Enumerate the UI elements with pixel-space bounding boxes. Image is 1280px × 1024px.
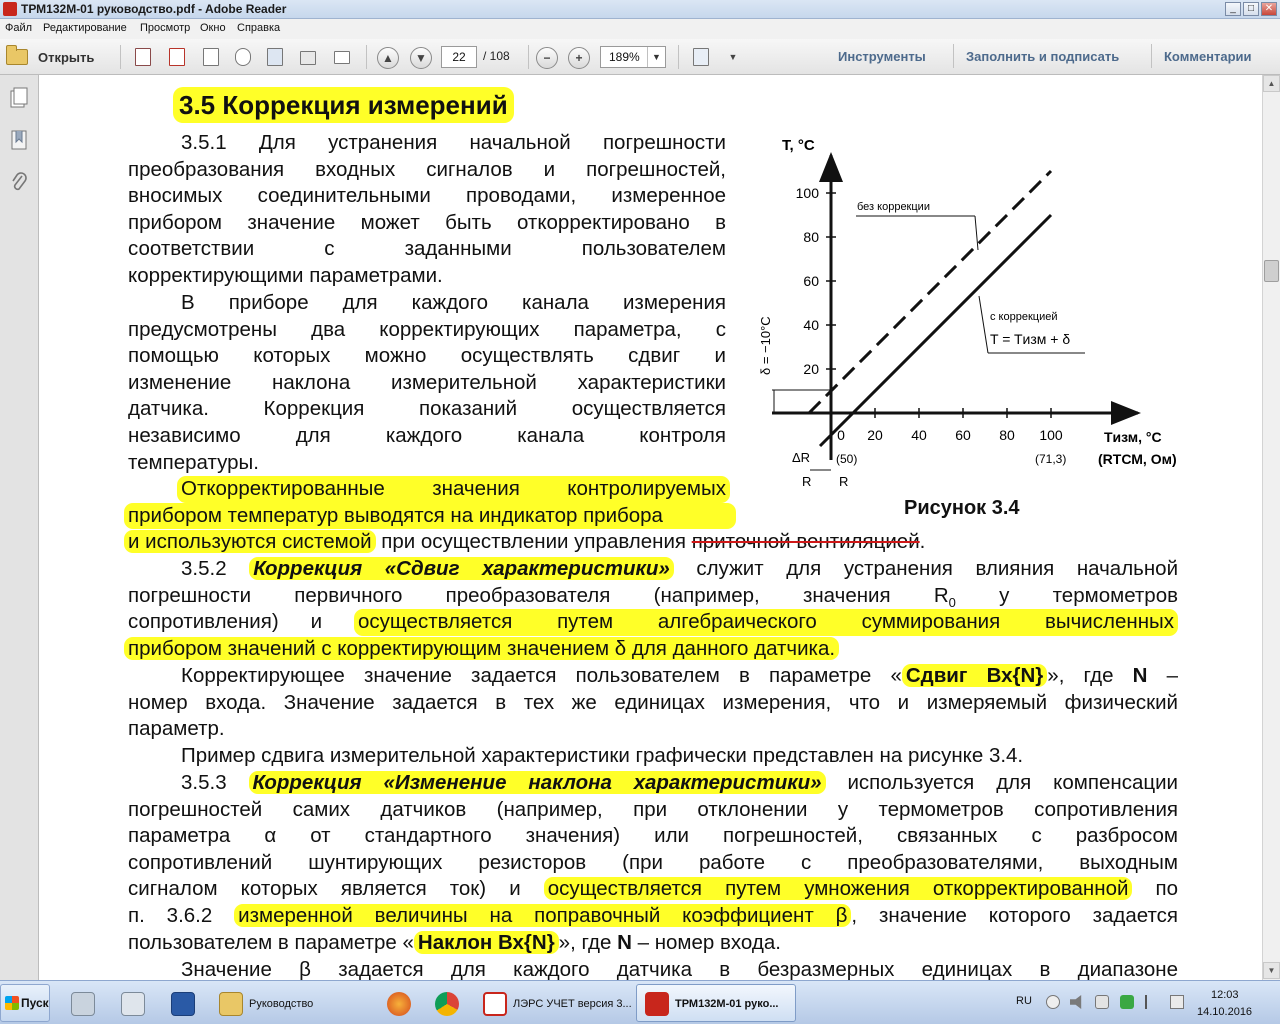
paragraph-3-5-1 bbox=[128, 130, 726, 290]
taskbar-label: ТРМ132М-01 руко... bbox=[675, 998, 779, 1010]
text-line: помощью которых можно осуществлять сдвиг и bbox=[128, 344, 726, 368]
minimize-button[interactable]: _ bbox=[1225, 2, 1241, 16]
highlight: прибором температур выводятся на индикатор прибора bbox=[124, 503, 736, 530]
text-line: параметра α от стандартного значения) или погрешностей, связанных с разбросом bbox=[128, 824, 1178, 848]
adobe-reader-icon bbox=[3, 2, 17, 16]
x-tick-label: 60 bbox=[955, 427, 971, 443]
prev-page-button[interactable]: ▲ bbox=[377, 47, 399, 69]
text-span: – bbox=[1147, 664, 1178, 687]
page-thumbnails-icon[interactable] bbox=[9, 87, 29, 109]
section-title-highlight: Коррекция «Изменение наклона характеристики» bbox=[249, 771, 826, 794]
pdf-icon bbox=[645, 992, 669, 1016]
text-line: прибором значение может быть откорректировано в bbox=[128, 210, 726, 234]
network-icon[interactable] bbox=[1095, 995, 1109, 1009]
vertical-scrollbar[interactable] bbox=[1262, 75, 1280, 980]
folder-open-icon bbox=[6, 49, 28, 65]
text-line: параметр. bbox=[128, 717, 225, 741]
x-axis-label: Tизм, °C bbox=[1104, 429, 1162, 445]
text-span: сопротивления) и bbox=[128, 610, 354, 634]
series-line-no-correction bbox=[809, 171, 1051, 413]
text-span: служит для устранения влияния начальной bbox=[673, 557, 1179, 580]
page-number-input[interactable]: 22 bbox=[441, 46, 477, 68]
section-heading: 3.5 Коррекция измерений bbox=[173, 87, 514, 123]
menu-edit[interactable]: Редактирование bbox=[43, 22, 127, 34]
paragraph-3-5-3 bbox=[128, 770, 1178, 956]
delta-r-label: ΔR bbox=[792, 450, 811, 465]
y-tick-label: 100 bbox=[795, 185, 819, 201]
y-tick-label: 60 bbox=[803, 273, 819, 289]
maximize-button[interactable]: □ bbox=[1243, 2, 1259, 16]
taskbar bbox=[0, 980, 1280, 1024]
text-span: Корректирующее значение задается пользователем в параметре « bbox=[181, 664, 902, 687]
email-icon[interactable] bbox=[331, 47, 353, 67]
y-tick-label: 40 bbox=[803, 317, 819, 333]
document-page bbox=[40, 75, 1262, 980]
comments-button[interactable]: Комментарии bbox=[1164, 49, 1252, 64]
x-tick-label: 20 bbox=[867, 427, 883, 443]
figure-caption: Рисунок 3.4 bbox=[904, 497, 1020, 519]
paragraph-3-5-2 bbox=[128, 556, 1178, 662]
clock-time[interactable]: 12:03 bbox=[1211, 989, 1239, 1001]
taskbar-item-pdf[interactable] bbox=[636, 984, 796, 1022]
lers-icon bbox=[483, 992, 507, 1016]
text-line: сопротивлений шунтирующих резисторов (при работе с преобразователями, выходным bbox=[128, 850, 1178, 874]
text-span: », где bbox=[558, 930, 618, 954]
page-total: / 108 bbox=[483, 49, 510, 63]
text-line: корректирующими параметрами. bbox=[128, 263, 443, 287]
paragraph-example bbox=[128, 743, 1178, 770]
text-line: преобразования входных сигналов и погрешностей, bbox=[128, 157, 726, 181]
taskbar-item-lers[interactable] bbox=[474, 984, 632, 1022]
text-span: , значение которого задается bbox=[851, 903, 1178, 927]
x-note-50: (50) bbox=[836, 452, 858, 466]
scroll-thumb[interactable] bbox=[1264, 260, 1279, 282]
language-indicator[interactable]: RU bbox=[1016, 995, 1032, 1007]
text-line: В приборе для каждого канала измерения bbox=[181, 291, 726, 314]
text-line: датчика. Коррекция показаний осуществляется bbox=[128, 397, 726, 421]
cloud-icon[interactable] bbox=[1046, 995, 1060, 1009]
label-correction: с коррекцией bbox=[990, 311, 1058, 323]
x-axis-label-2: (RТСМ, Ом) bbox=[1098, 451, 1177, 467]
delta-label: δ = −10°C bbox=[758, 316, 773, 375]
taskbar-pin-calculator[interactable] bbox=[112, 984, 152, 1022]
text-line: номер входа. Значение задается в тех же единицах измерения, что и измеряемый физический bbox=[128, 690, 1178, 714]
y-tick-label: 80 bbox=[803, 229, 819, 245]
paragraph-beta bbox=[128, 957, 1178, 980]
text-span: погрешности первичного преобразователя (например, значения R bbox=[128, 583, 949, 607]
taskbar-label: Руководство bbox=[249, 998, 314, 1010]
text-span: сигналом которых является ток) и bbox=[128, 877, 544, 901]
upload-cloud-icon[interactable] bbox=[232, 47, 254, 67]
param-highlight: Сдвиг Вх{N} bbox=[902, 664, 1047, 687]
x-tick-label: 40 bbox=[911, 427, 927, 443]
zoom-out-button[interactable]: − bbox=[536, 47, 558, 69]
text-line: 3.5.1 Для устранения начальной погрешности bbox=[181, 131, 726, 154]
text-span: пользователем в параметре « bbox=[128, 930, 414, 954]
tools-button[interactable]: Инструменты bbox=[838, 49, 926, 64]
text-line: соответствии с заданными пользователем bbox=[128, 237, 726, 261]
window-title: ТРМ132М-01 руководство.pdf - Adobe Reader bbox=[21, 2, 287, 16]
text-span: », где bbox=[1047, 664, 1133, 687]
chevron-down-icon: ▼ bbox=[647, 47, 665, 67]
taskbar-item-folder[interactable] bbox=[210, 984, 370, 1022]
r-right-label: R bbox=[839, 474, 849, 486]
text-line: температуры. bbox=[128, 450, 259, 474]
text-span: при осуществлении управления bbox=[375, 530, 692, 554]
text-span: используется для компенсации bbox=[825, 771, 1178, 794]
x-note-71: (71,3) bbox=[1035, 452, 1067, 466]
section-title-highlight: Коррекция «Сдвиг характеристики» bbox=[249, 557, 674, 580]
open-button[interactable] bbox=[6, 45, 110, 69]
paragraph-corrected-values bbox=[128, 476, 1178, 556]
title-bar bbox=[0, 0, 1280, 19]
taskbar-label: ЛЭРС УЧЕТ версия 3... bbox=[513, 998, 632, 1010]
print-icon[interactable] bbox=[297, 47, 319, 67]
text-span: у термометров bbox=[955, 583, 1179, 607]
text-span: 3.5.3 bbox=[181, 771, 249, 794]
text-line: Пример сдвига измерительной характеристики графически представлен на рисунке 3.4. bbox=[181, 744, 1024, 767]
text-line: предусмотрены два корректирующих параметра, с bbox=[128, 317, 726, 341]
menu-view[interactable]: Просмотр bbox=[140, 22, 191, 34]
text-line: изменение наклона измерительной характеристики bbox=[128, 370, 726, 394]
next-page-button[interactable]: ▼ bbox=[410, 47, 432, 69]
edit-pdf-icon[interactable] bbox=[200, 47, 222, 67]
scroll-down-icon[interactable]: ▼ bbox=[1263, 962, 1280, 979]
highlight: и используются системой bbox=[124, 530, 376, 553]
taskbar-pin-firefox[interactable] bbox=[378, 984, 418, 1022]
bookmarks-icon[interactable] bbox=[9, 129, 29, 151]
taskbar-pin-chrome[interactable] bbox=[426, 984, 466, 1022]
subscript: 0 bbox=[948, 594, 956, 610]
scroll-up-icon[interactable]: ▲ bbox=[1263, 75, 1280, 92]
text-line: Значение β задается для каждого датчика в безразмерных единицах в диапазоне bbox=[181, 958, 1178, 980]
menu-window[interactable]: Окно bbox=[200, 22, 226, 34]
highlight: Откорректированные значения контролируемых bbox=[177, 476, 730, 503]
zoom-value: 189% bbox=[609, 50, 640, 64]
taskbar-pin-computer[interactable] bbox=[62, 984, 102, 1022]
flag-icon[interactable] bbox=[1145, 995, 1159, 1009]
label-no-correction: без коррекции bbox=[857, 201, 930, 213]
text-span: N bbox=[1132, 664, 1148, 687]
action-center-icon[interactable] bbox=[1170, 995, 1184, 1009]
r-left-label: R bbox=[802, 474, 812, 486]
y-axis-label: T, °C bbox=[782, 137, 815, 154]
export-pdf-icon[interactable] bbox=[166, 47, 188, 67]
correction-formula: T = Tизм + δ bbox=[990, 331, 1071, 347]
navigation-pane bbox=[0, 75, 39, 980]
fill-sign-button[interactable]: Заполнить и подписать bbox=[966, 49, 1120, 64]
zoom-select[interactable] bbox=[600, 46, 666, 68]
fullscreen-icon[interactable] bbox=[690, 47, 712, 67]
y-tick-label: 20 bbox=[803, 361, 819, 377]
folder-icon bbox=[219, 992, 243, 1016]
x-tick-label: 100 bbox=[1039, 427, 1063, 443]
update-icon[interactable] bbox=[1120, 995, 1134, 1009]
text-span: . bbox=[919, 530, 926, 554]
attachments-icon[interactable] bbox=[9, 171, 29, 193]
strikethrough-text: приточной вентиляцией bbox=[691, 530, 920, 554]
taskbar-pin-powershell[interactable] bbox=[162, 984, 202, 1022]
text-span: п. 3.6.2 bbox=[128, 903, 235, 927]
highlight: осуществляется путем алгебраического суммирования вычисленных bbox=[354, 609, 1178, 636]
x-tick-label: 0 bbox=[837, 427, 845, 443]
close-button[interactable]: ✕ bbox=[1261, 2, 1277, 16]
toolbar-more-icon[interactable]: ▼ bbox=[728, 52, 738, 62]
x-tick-label: 80 bbox=[999, 427, 1015, 443]
highlight: измеренной величины на поправочный коэффициент β bbox=[234, 904, 851, 927]
create-pdf-icon[interactable] bbox=[132, 47, 154, 67]
text-span: по bbox=[1132, 877, 1179, 901]
paragraph-correction-params bbox=[128, 290, 726, 476]
figure-3-4-chart bbox=[752, 130, 1192, 486]
zoom-in-button[interactable]: + bbox=[568, 47, 590, 69]
menu-file[interactable]: Файл bbox=[5, 22, 33, 34]
clock-date[interactable]: 14.10.2016 bbox=[1197, 1006, 1253, 1018]
text-span: N bbox=[617, 930, 632, 954]
save-icon[interactable] bbox=[264, 47, 286, 67]
text-span: 3.5.2 bbox=[181, 557, 250, 580]
highlight: прибором значений с корректирующим значением δ для данного датчика. bbox=[124, 637, 839, 660]
highlight: осуществляется путем умножения откорректированной bbox=[544, 877, 1133, 900]
text-line: независимо для каждого канала контроля bbox=[128, 423, 726, 447]
menu-bar bbox=[0, 19, 1280, 39]
text-span: – номер входа. bbox=[631, 930, 781, 954]
param-highlight: Наклон Вх{N} bbox=[414, 931, 559, 954]
text-line: вносимых соединительными проводами, измеренное bbox=[128, 184, 726, 208]
open-label: Открыть bbox=[38, 49, 95, 65]
paragraph-shift-param bbox=[128, 663, 1178, 743]
start-button[interactable]: Пуск bbox=[0, 984, 50, 1022]
text-line: погрешностей самих датчиков (например, при отклонении у термометров сопротивления bbox=[128, 797, 1178, 821]
menu-help[interactable]: Справка bbox=[237, 22, 281, 34]
